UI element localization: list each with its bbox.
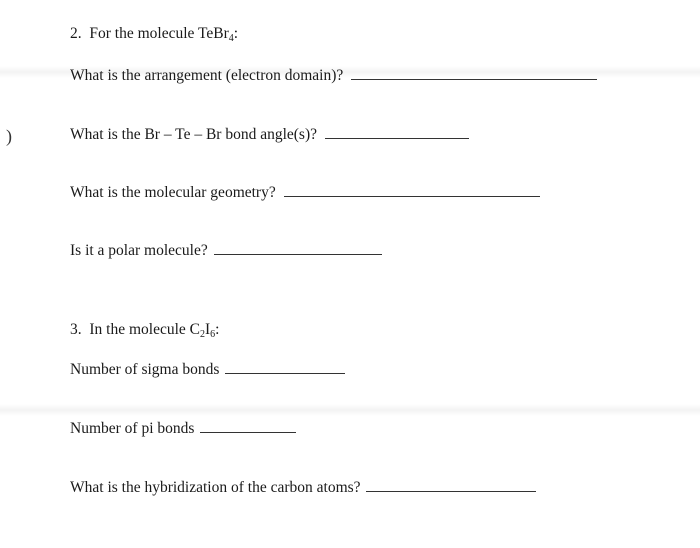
q3-item-hybridization — [70, 477, 536, 498]
q3-item-label: Number of pi bonds — [70, 420, 195, 437]
q2-item-polar — [70, 240, 382, 261]
q3-item-pi — [70, 418, 296, 439]
answer-blank[interactable] — [284, 182, 540, 197]
q3-heading — [70, 320, 219, 340]
q3-item-label: Number of sigma bonds — [70, 361, 220, 378]
answer-blank[interactable] — [225, 359, 345, 374]
q2-item-arrangement — [70, 65, 597, 86]
q3-item-label: What is the hybridization of the carbon atoms? — [70, 479, 361, 496]
q3-number: 3. — [70, 321, 82, 338]
answer-blank[interactable] — [325, 124, 469, 139]
q3-item-sigma — [70, 359, 345, 380]
scan-shadow-band — [0, 404, 700, 416]
answer-blank[interactable] — [351, 65, 597, 80]
answer-blank[interactable] — [366, 477, 536, 492]
margin-mark: ) — [6, 126, 12, 146]
q2-number: 2. — [70, 25, 82, 42]
answer-blank[interactable] — [200, 418, 296, 433]
answer-blank[interactable] — [214, 240, 382, 255]
q2-item-geometry — [70, 182, 540, 203]
q3-intro: In the molecule $C_2I_6$: — [89, 321, 220, 340]
q2-item-label: Is it a polar molecule? — [70, 242, 208, 259]
q2-heading — [70, 24, 238, 44]
q2-item-label: What is the arrangement (electron domain)? — [70, 67, 344, 84]
q2-intro: For the molecule TeBr$_4$: — [89, 25, 239, 44]
q2-item-bond-angle — [70, 124, 469, 145]
q2-item-label: What is the Br – Te – Br bond angle(s)? — [70, 126, 318, 143]
q2-item-label: What is the molecular geometry? — [70, 184, 276, 201]
